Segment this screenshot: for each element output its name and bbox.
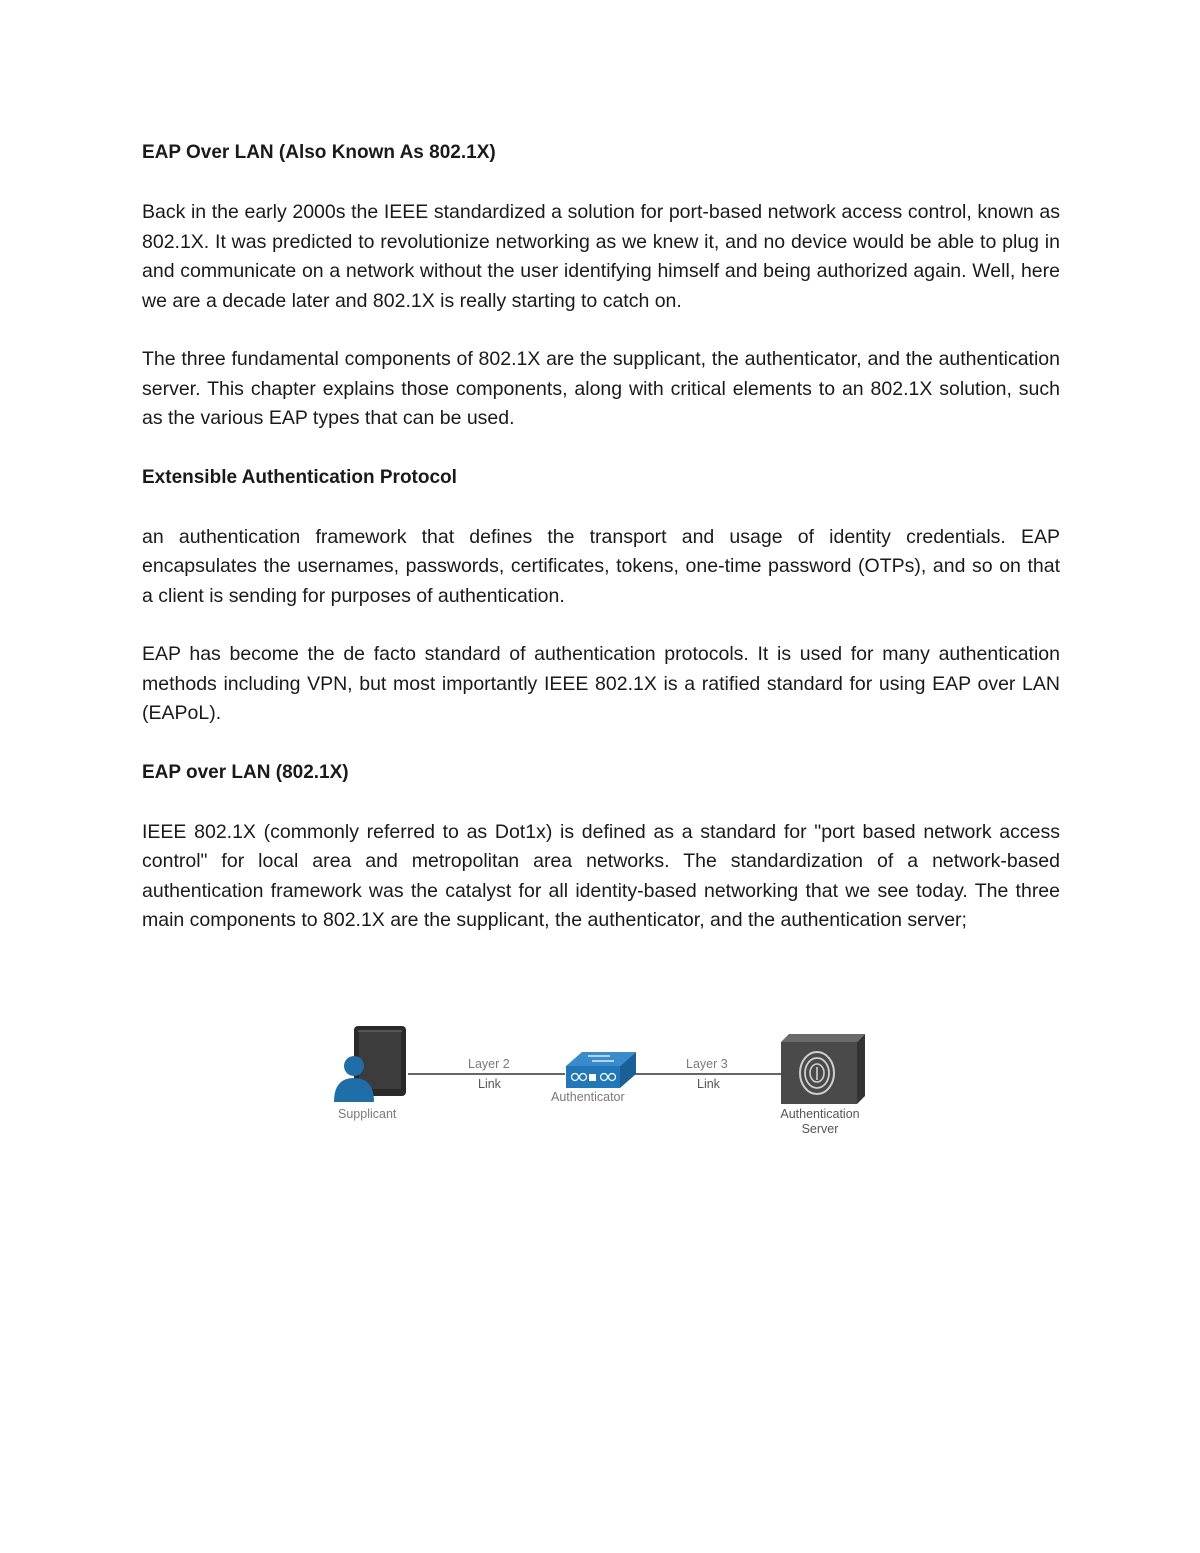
intro-paragraph-2: The three fundamental components of 802.1X are the supplicant, the authenticator, and the authentication server. This chapter explains those components, along with critical elements to an 802.1X solution, such as the various EAP types that can be used. <box>142 348 1060 429</box>
eapol-heading: EAP over LAN (802.1X) <box>142 761 349 783</box>
eap-paragraph-1: an authentication framework that defines the transport and usage of identity credentials. EAP encapsulates the usernames, passwords, certificates, tokens, one-time password (OTPs), and so on that a client is sending for purposes of authentication. <box>142 525 1060 607</box>
server-label-line1: Authentication <box>780 1107 860 1121</box>
page-title: EAP Over LAN (Also Known As 802.1X) <box>142 142 496 163</box>
layer2-label: Layer 2 <box>468 1057 510 1071</box>
server-icon <box>781 1034 865 1104</box>
layer3-link-label: Link <box>697 1077 720 1091</box>
eap-heading: Extensible Authentication Protocol <box>142 466 457 488</box>
authenticator-label: Authenticator <box>551 1090 625 1104</box>
eap-paragraph-2: EAP has become the de facto standard of authentication protocols. It is used for many authentication methods including VPN, but most importantly IEEE 802.1X is a ratified standard for using EAP over LAN (EAPoL). <box>142 643 1060 724</box>
layer3-label: Layer 3 <box>686 1057 728 1071</box>
document-page <box>142 138 1060 936</box>
switch-icon <box>566 1052 636 1088</box>
server-label <box>779 1107 861 1137</box>
supplicant-label: Supplicant <box>338 1107 397 1121</box>
network-diagram <box>330 1020 890 1150</box>
server-label-line2: Server <box>801 1122 839 1136</box>
eapol-paragraph-1: IEEE 802.1X (commonly referred to as Dot1x) is defined as a standard for "port based network access control" for local area and metropolitan area networks. The standardization of a network-based authentication framework was the catalyst for all identity-based networking that we see today. The three main components to 802.1X are the supplicant, the authenticator, and the authentication server; <box>142 820 1060 931</box>
layer2-link-label: Link <box>478 1077 501 1091</box>
intro-paragraph-1: Back in the early 2000s the IEEE standardized a solution for port-based network access control, known as 802.1X. It was predicted to revolutionize networking as we knew it, and no device would be able to plug in and communicate on a network without the user identifying himself and being authorized again. Well, here we are a decade later and 802.1X is really starting to catch on. <box>142 201 1060 312</box>
